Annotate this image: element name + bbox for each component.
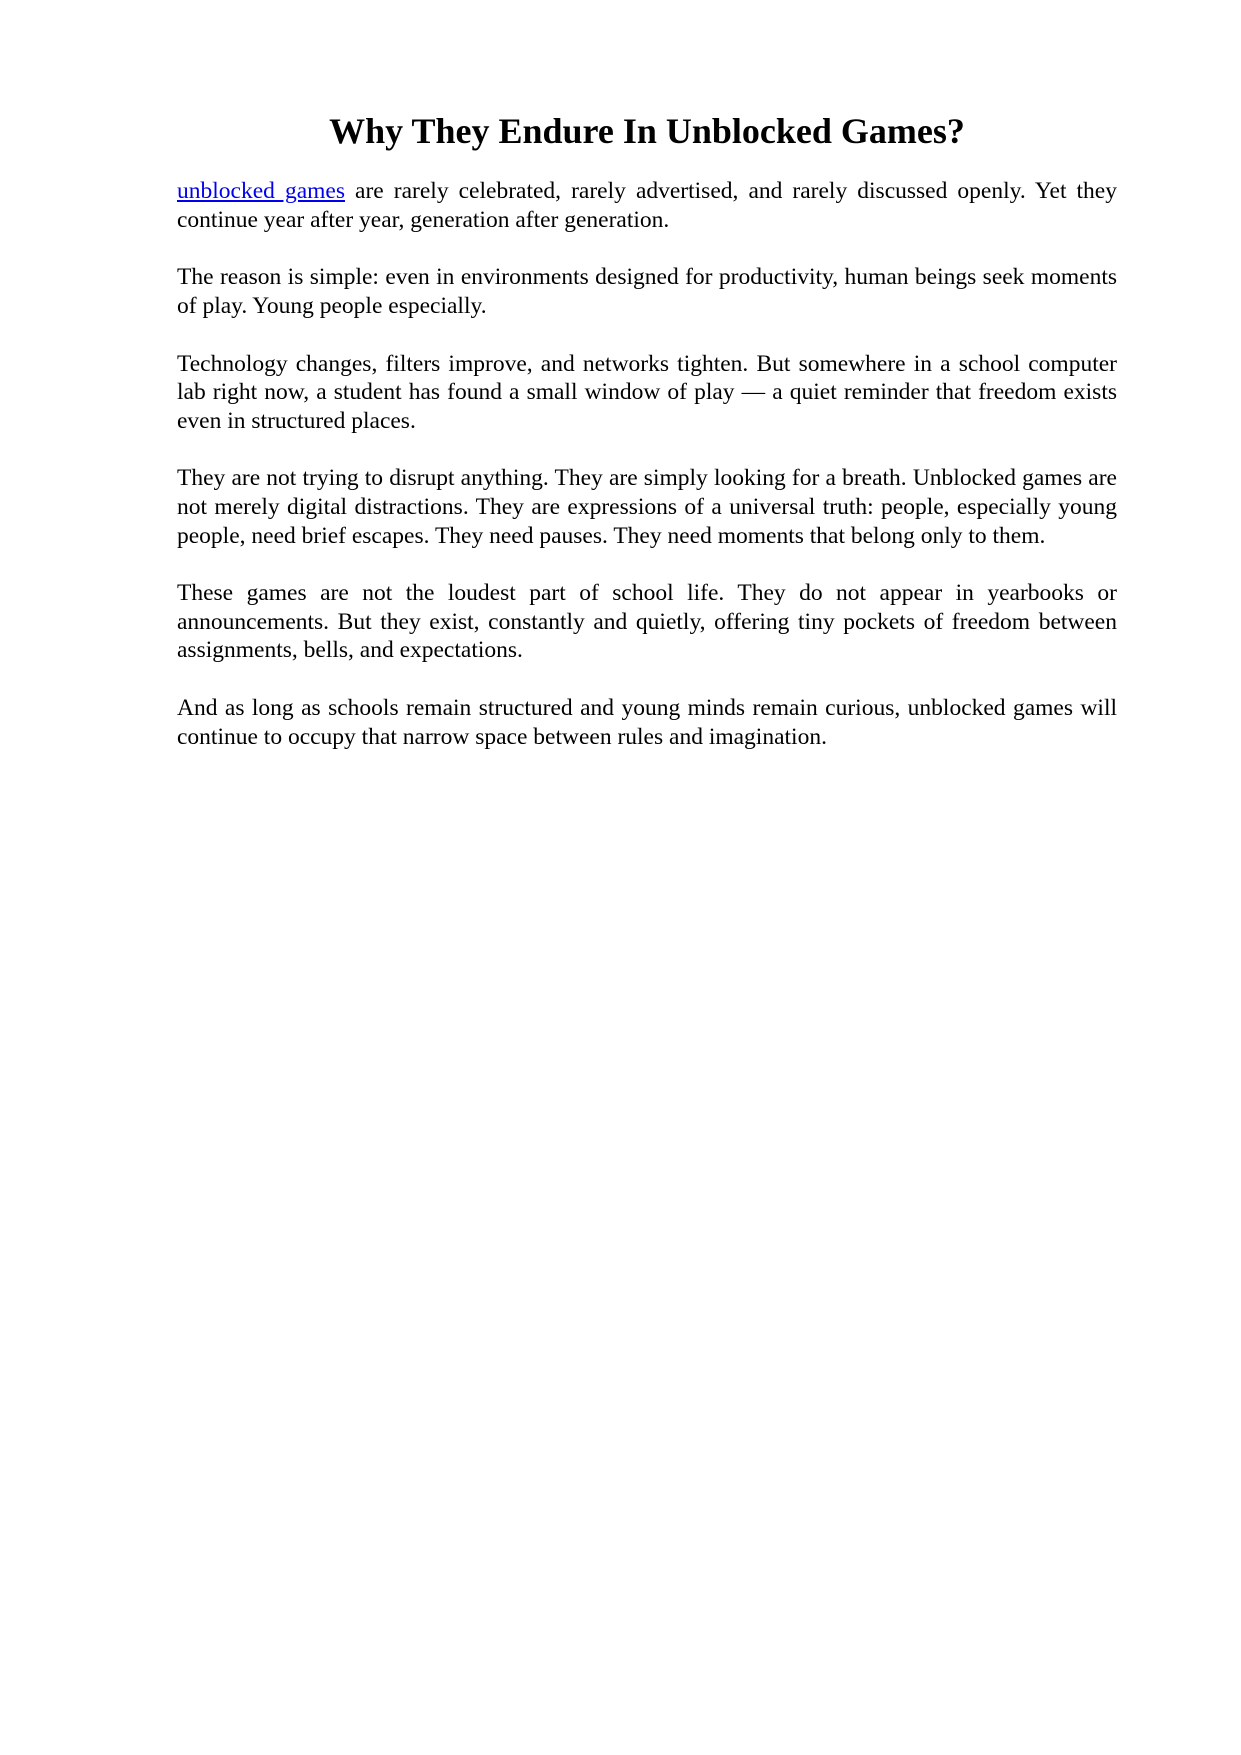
paragraph-5: These games are not the loudest part of school life. They do not appear in yearbooks or announcements. But they exist, constantly and quietly, offering tiny pockets of freedom between assignments, bells, and expectations. xyxy=(177,580,1117,664)
page-title: Why They Endure In Unblocked Games? xyxy=(329,111,965,151)
unblocked-games-link[interactable]: unblocked games xyxy=(177,178,345,205)
paragraph-4: They are not trying to disrupt anything. They are simply looking for a breath. Unblocked games are not merely digital distractions. They are expressions of a universal truth: people, especially young people, need brief escapes. They need pauses. They need moments that belong only to them. xyxy=(177,465,1117,549)
paragraph-2: The reason is simple: even in environments designed for productivity, human beings seek moments of play. Young people especially. xyxy=(177,264,1117,319)
paragraph-1-text: are rarely celebrated, rarely advertised, and rarely discussed openly. Yet they continue year after year, generation after generation. xyxy=(177,178,1117,233)
paragraph-6: And as long as schools remain structured and young minds remain curious, unblocked games will continue to occupy that narrow space between rules and imagination. xyxy=(177,694,1117,750)
paragraph-3: Technology changes, filters improve, and networks tighten. But somewhere in a school computer lab right now, a student has found a small window of play — a quiet reminder that freedom exists even in structured places. xyxy=(177,350,1117,434)
paragraph-1 xyxy=(177,177,1117,234)
document-page xyxy=(177,110,1117,780)
